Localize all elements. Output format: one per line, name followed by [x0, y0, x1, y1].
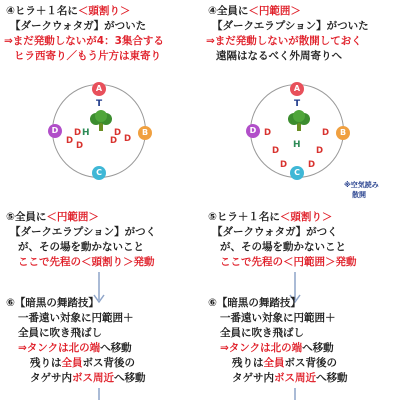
waymark-d: D [246, 124, 260, 138]
left-step6-line2: 一番遠い対象に円範囲＋ [18, 312, 134, 324]
left-step4-line2: 【ダークウォタガ】がついた [10, 20, 147, 32]
dps-marker: D [124, 134, 132, 144]
down-arrow-icon [93, 388, 105, 400]
dps-marker: D [76, 141, 84, 151]
right-step5-line2: 【ダークウォタガ】がつく [212, 226, 338, 238]
healer-marker: H [82, 128, 90, 138]
dps-marker: D [308, 160, 316, 170]
left-step4-line1: ④ヒラ＋１名に＜頭割り＞ [6, 5, 131, 17]
dps-marker: D [66, 136, 74, 146]
dps-marker: D [272, 146, 280, 156]
left-step5-line2: 【ダークエラプション】がつく [10, 226, 157, 238]
waymark-d: D [48, 124, 62, 138]
left-column [0, 0, 196, 400]
waymark-a: A [92, 82, 106, 96]
waymark-b: B [336, 126, 350, 140]
waymark-b: B [138, 126, 152, 140]
tank-marker: T [96, 99, 103, 109]
right-arena [250, 84, 346, 180]
down-arrow-icon [289, 388, 301, 400]
dps-marker: D [264, 128, 272, 138]
right-step6-line6: タゲサ内ボス周近へ移動 [232, 372, 348, 384]
left-step6-line1: ⑥【暗黒の舞踏技】 [6, 297, 99, 309]
left-arena [52, 84, 148, 180]
left-step5-line1: ⑤全員に＜円範囲＞ [6, 211, 99, 223]
right-step4-line1: ④全員に＜円範囲＞ [208, 5, 301, 17]
left-step5-line4: ここで先程の＜頭割り＞発動 [18, 256, 155, 268]
right-step6-line5: 残りは全員ボス背後の [232, 357, 337, 369]
note-air-reading: ※空気読み [344, 181, 379, 189]
right-step6-line4: ⇒タンクは北の端へ移動 [220, 342, 334, 354]
right-step5-line4: ここで先程の＜円範囲＞発動 [220, 256, 357, 268]
right-step6-line1: ⑥【暗黒の舞踏技】 [208, 297, 301, 309]
waymark-c: C [92, 166, 106, 180]
right-step5-line3: が、その場を動かないこと [220, 241, 346, 253]
tank-marker: T [294, 99, 301, 109]
right-step6-line3: 全員に吹き飛ばし [220, 327, 304, 339]
dps-marker: D [110, 136, 118, 146]
left-step6-line3: 全員に吹き飛ばし [18, 327, 102, 339]
left-step6-line4: ⇒タンクは北の端へ移動 [18, 342, 132, 354]
right-step4-line4: 遠隔はなるべく外周寄りへ [216, 50, 342, 62]
dps-marker: D [74, 128, 82, 138]
dps-marker: D [280, 160, 288, 170]
left-step4-line4: ヒラ西寄り／もう片方は東寄り [14, 50, 161, 62]
right-step5-line1: ⑤ヒラ＋１名に＜頭割り＞ [208, 211, 333, 223]
dps-marker: D [316, 146, 324, 156]
right-step4-line3: ⇒まだ発動しないが散開しておく [206, 35, 362, 47]
left-step6-line5: 残りは全員ボス背後の [30, 357, 135, 369]
right-step4-line2: 【ダークエラプション】がついた [212, 20, 369, 32]
left-step4-line3: ⇒まだ発動しないが4：3集合する [4, 35, 164, 47]
healer-marker: H [293, 140, 301, 150]
left-step5-line3: が、その場を動かないこと [18, 241, 144, 253]
note-spread: 散開 [352, 191, 366, 199]
boss-broccoli-icon [286, 110, 312, 132]
right-step6-line2: 一番遠い対象に円範囲＋ [220, 312, 336, 324]
boss-broccoli-icon [88, 110, 114, 132]
dps-marker: D [322, 128, 330, 138]
waymark-c: C [290, 166, 304, 180]
waymark-a: A [290, 82, 304, 96]
right-column [202, 0, 398, 400]
dps-marker: D [114, 128, 122, 138]
left-step6-line6: タゲサ内ボス周近へ移動 [30, 372, 146, 384]
